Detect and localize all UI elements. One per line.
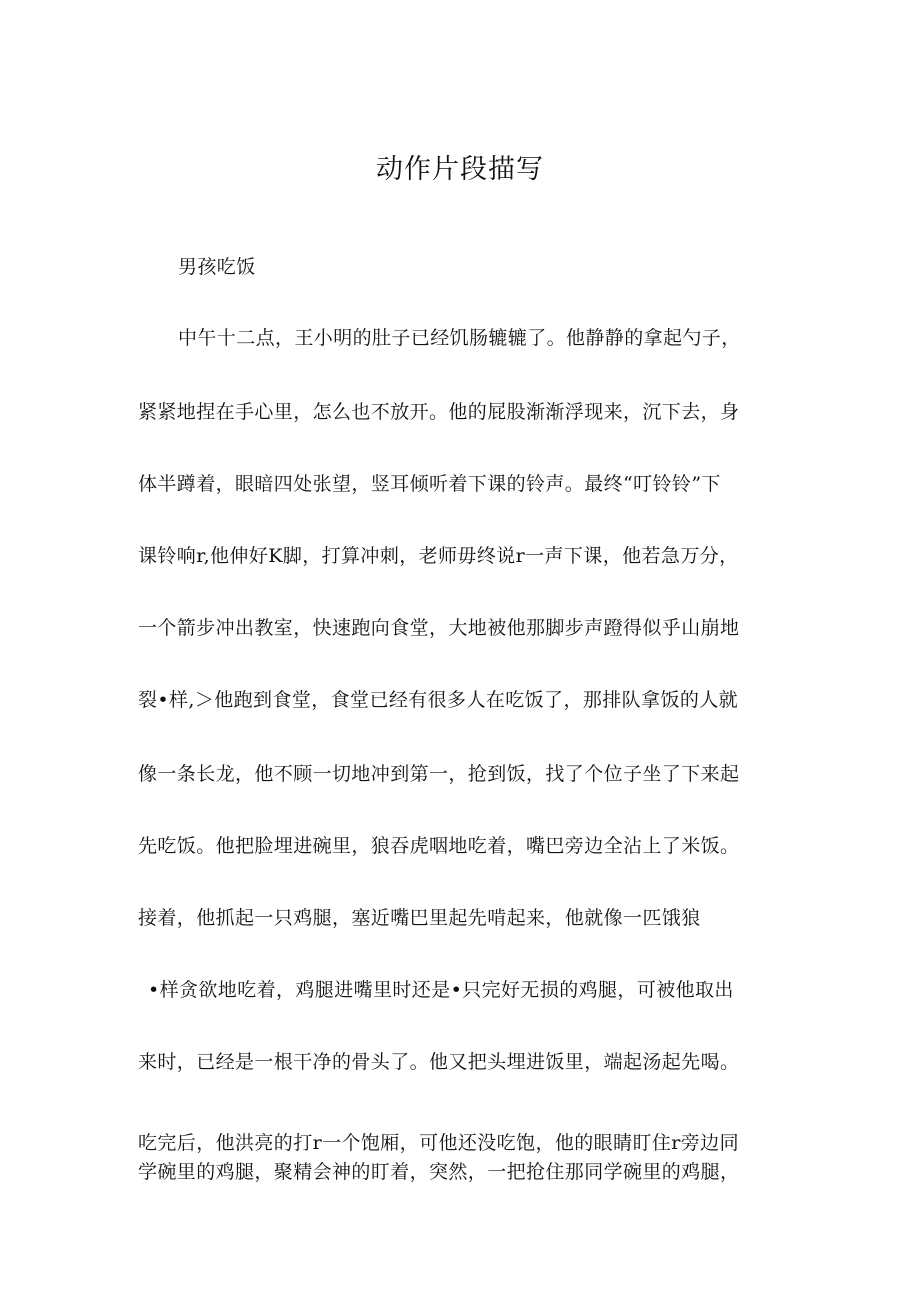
paragraph-line: 紧紧地捏在手心里，怎么也不放开。他的屁股渐渐浮现来，沉下去，身 bbox=[138, 401, 740, 423]
paragraph-line: 学碗里的鸡腿，聚精会神的盯着，突然，一把抢住那同学碗里的鸡腿， bbox=[138, 1161, 740, 1183]
section-subtitle: 男孩吃饭 bbox=[178, 256, 256, 278]
paragraph-line: •样贪欲地吃着，鸡腿进嘴里时还是•只完好无损的鸡腿，可被他取出 bbox=[148, 979, 734, 1001]
paragraph-line: 体半蹲着，眼暗四处张望，竖耳倾听着下课的铃声。最终“叮铃铃”下 bbox=[138, 473, 721, 495]
paragraph-line: 裂•样,＞他跑到食堂，食堂已经有很多人在吃饭了，那排队拿饭的人就 bbox=[138, 689, 739, 711]
paragraph-line: 吃完后，他洪亮的打r一个饱厢，可他还没吃饱，他的眼睛盯住r旁边同 bbox=[138, 1132, 739, 1154]
paragraph-line: 课铃响r,他伸好K脚，打算冲刺，老师毋终说r一声下课，他若急万分， bbox=[138, 545, 739, 567]
paragraph-line: 接着，他抓起一只鸡腿，塞近嘴巴里起先啃起来，他就像一匹饿狼 bbox=[138, 907, 701, 929]
paragraph-line: 一个箭步冲出教室，快速跑向食堂，大地被他那脚步声蹬得似乎山崩地 bbox=[138, 617, 740, 639]
paragraph-line: 中午十二点，王小明的肚子已经饥肠辘辘了。他静静的拿起勺子， bbox=[178, 327, 741, 349]
paragraph-line: 像一条长龙，他不顾一切地冲到第一，抢到饭，找了个位子坐了下来起 bbox=[138, 763, 740, 785]
paragraph-line: 来时，已经是一根干净的骨头了。他又把头埋进饭里，端起汤起先喝。 bbox=[138, 1051, 740, 1073]
document-title: 动作片段描写 bbox=[376, 154, 544, 185]
paragraph-line: 先吃饭。他把脸埋进碗里，狼吞虎咽地吃着，嘴巴旁边全沾上了米饭。 bbox=[138, 835, 740, 857]
